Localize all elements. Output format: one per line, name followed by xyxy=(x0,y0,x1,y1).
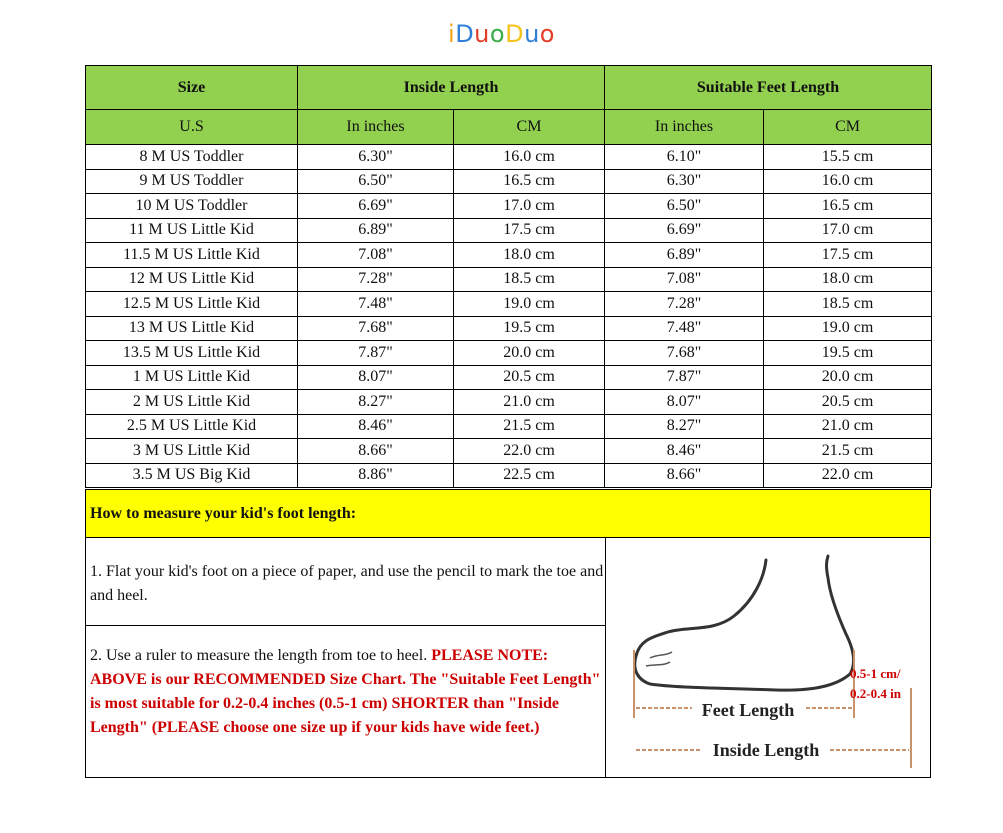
cell-inside-cm: 18.0 cm xyxy=(454,243,605,268)
cell-size: 11.5 M US Little Kid xyxy=(86,243,298,268)
subheader-inside-cm: CM xyxy=(454,110,605,145)
cell-inside-in: 6.30" xyxy=(298,145,454,170)
cell-size: 2 M US Little Kid xyxy=(86,390,298,415)
table-row xyxy=(86,292,932,317)
brand-letter: D xyxy=(455,20,475,48)
toe-line xyxy=(650,652,672,658)
cell-feet-cm: 18.5 cm xyxy=(764,292,932,317)
cell-size: 12.5 M US Little Kid xyxy=(86,292,298,317)
cell-inside-in: 8.27" xyxy=(298,390,454,415)
cell-inside-cm: 16.5 cm xyxy=(454,169,605,194)
feet-length-label: Feet Length xyxy=(701,700,795,720)
cell-feet-in: 7.87" xyxy=(605,365,764,390)
cell-feet-in: 8.46" xyxy=(605,439,764,464)
size-chart-table xyxy=(85,65,932,488)
cell-feet-in: 7.48" xyxy=(605,316,764,341)
table-row xyxy=(86,463,932,488)
cell-inside-cm: 19.5 cm xyxy=(454,316,605,341)
cell-inside-cm: 17.5 cm xyxy=(454,218,605,243)
cell-inside-in: 7.48" xyxy=(298,292,454,317)
table-header-row xyxy=(86,66,932,110)
foot-diagram xyxy=(606,538,930,777)
table-row xyxy=(86,169,932,194)
cell-feet-cm: 19.0 cm xyxy=(764,316,932,341)
table-row xyxy=(86,341,932,366)
table-subheader-row xyxy=(86,110,932,145)
subheader-inside-inches: In inches xyxy=(298,110,454,145)
cell-inside-cm: 21.0 cm xyxy=(454,390,605,415)
cell-size: 3.5 M US Big Kid xyxy=(86,463,298,488)
cell-size: 12 M US Little Kid xyxy=(86,267,298,292)
cell-size: 8 M US Toddler xyxy=(86,145,298,170)
cell-inside-in: 7.08" xyxy=(298,243,454,268)
cell-feet-in: 7.08" xyxy=(605,267,764,292)
cell-inside-cm: 22.0 cm xyxy=(454,439,605,464)
cell-feet-in: 8.07" xyxy=(605,390,764,415)
cell-inside-cm: 20.0 cm xyxy=(454,341,605,366)
subheader-feet-cm: CM xyxy=(764,110,932,145)
cell-inside-in: 6.50" xyxy=(298,169,454,194)
table-row xyxy=(86,194,932,219)
brand-letter: i xyxy=(448,20,456,48)
cell-feet-in: 8.66" xyxy=(605,463,764,488)
cell-feet-in: 6.50" xyxy=(605,194,764,219)
cell-feet-in: 6.30" xyxy=(605,169,764,194)
brand-letter: u xyxy=(524,20,540,48)
cell-feet-cm: 15.5 cm xyxy=(764,145,932,170)
header-inside-length: Inside Length xyxy=(298,66,605,110)
cell-inside-cm: 21.5 cm xyxy=(454,414,605,439)
cell-feet-cm: 21.5 cm xyxy=(764,439,932,464)
cell-inside-cm: 22.5 cm xyxy=(454,463,605,488)
cell-inside-in: 8.66" xyxy=(298,439,454,464)
table-row xyxy=(86,218,932,243)
measure-instructions-box xyxy=(85,489,931,778)
gap-cm-label: 0.5-1 cm/ xyxy=(850,666,901,681)
cell-size: 3 M US Little Kid xyxy=(86,439,298,464)
cell-inside-in: 7.28" xyxy=(298,267,454,292)
table-row xyxy=(86,365,932,390)
cell-inside-cm: 20.5 cm xyxy=(454,365,605,390)
cell-size: 9 M US Toddler xyxy=(86,169,298,194)
table-row xyxy=(86,316,932,341)
subheader-us: U.S xyxy=(86,110,298,145)
inside-length-label: Inside Length xyxy=(712,740,820,760)
subheader-feet-inches: In inches xyxy=(605,110,764,145)
foot-measure-illustration xyxy=(606,538,930,777)
cell-feet-cm: 17.5 cm xyxy=(764,243,932,268)
header-suitable-feet-length: Suitable Feet Length xyxy=(605,66,932,110)
cell-feet-cm: 17.0 cm xyxy=(764,218,932,243)
gap-in-label: 0.2-0.4 in xyxy=(850,686,901,701)
cell-size: 10 M US Toddler xyxy=(86,194,298,219)
toe-line xyxy=(646,662,670,666)
cell-inside-in: 7.68" xyxy=(298,316,454,341)
step-1-text: 1. Flat your kid's foot on a piece of paper, and use the pencil to mark the toe and and heel. xyxy=(86,538,606,626)
cell-inside-in: 7.87" xyxy=(298,341,454,366)
cell-feet-in: 6.10" xyxy=(605,145,764,170)
cell-inside-in: 6.89" xyxy=(298,218,454,243)
cell-size: 11 M US Little Kid xyxy=(86,218,298,243)
cell-inside-in: 6.69" xyxy=(298,194,454,219)
table-row xyxy=(86,243,932,268)
cell-feet-cm: 18.0 cm xyxy=(764,267,932,292)
cell-feet-cm: 22.0 cm xyxy=(764,463,932,488)
cell-feet-in: 7.28" xyxy=(605,292,764,317)
table-row xyxy=(86,390,932,415)
brand-letter: o xyxy=(489,20,506,48)
step-2-plain: 2. Use a ruler to measure the length from toe to heel. xyxy=(90,647,432,664)
cell-inside-cm: 19.0 cm xyxy=(454,292,605,317)
step-2-text xyxy=(86,626,606,777)
cell-inside-cm: 18.5 cm xyxy=(454,267,605,292)
cell-feet-cm: 20.5 cm xyxy=(764,390,932,415)
cell-feet-cm: 20.0 cm xyxy=(764,365,932,390)
header-size: Size xyxy=(86,66,298,110)
cell-size: 2.5 M US Little Kid xyxy=(86,414,298,439)
cell-inside-in: 8.07" xyxy=(298,365,454,390)
foot-outline xyxy=(635,556,854,690)
brand-letter: o xyxy=(539,20,555,48)
cell-size: 1 M US Little Kid xyxy=(86,365,298,390)
cell-feet-cm: 21.0 cm xyxy=(764,414,932,439)
measure-title: How to measure your kid's foot length: xyxy=(86,490,930,538)
brand-logo xyxy=(0,20,1003,48)
cell-size: 13 M US Little Kid xyxy=(86,316,298,341)
table-row xyxy=(86,439,932,464)
cell-size: 13.5 M US Little Kid xyxy=(86,341,298,366)
step-2-note: PLEASE NOTE: ABOVE is our RECOMMENDED Size Chart. The "Suitable Feet Length" is most suitable for 0.2-0.4 inches (0.5-1 cm) SHORTER than "Inside Length" (PLEASE choose one size up if your kids have wide feet.) xyxy=(90,647,601,736)
cell-inside-in: 8.46" xyxy=(298,414,454,439)
cell-feet-in: 6.89" xyxy=(605,243,764,268)
cell-feet-in: 6.69" xyxy=(605,218,764,243)
cell-feet-cm: 19.5 cm xyxy=(764,341,932,366)
cell-feet-in: 7.68" xyxy=(605,341,764,366)
table-row xyxy=(86,414,932,439)
cell-inside-cm: 17.0 cm xyxy=(454,194,605,219)
cell-inside-cm: 16.0 cm xyxy=(454,145,605,170)
brand-letter: u xyxy=(474,20,490,48)
table-row xyxy=(86,145,932,170)
cell-feet-cm: 16.5 cm xyxy=(764,194,932,219)
table-row xyxy=(86,267,932,292)
cell-feet-in: 8.27" xyxy=(605,414,764,439)
brand-letter: D xyxy=(505,20,525,48)
cell-feet-cm: 16.0 cm xyxy=(764,169,932,194)
cell-inside-in: 8.86" xyxy=(298,463,454,488)
